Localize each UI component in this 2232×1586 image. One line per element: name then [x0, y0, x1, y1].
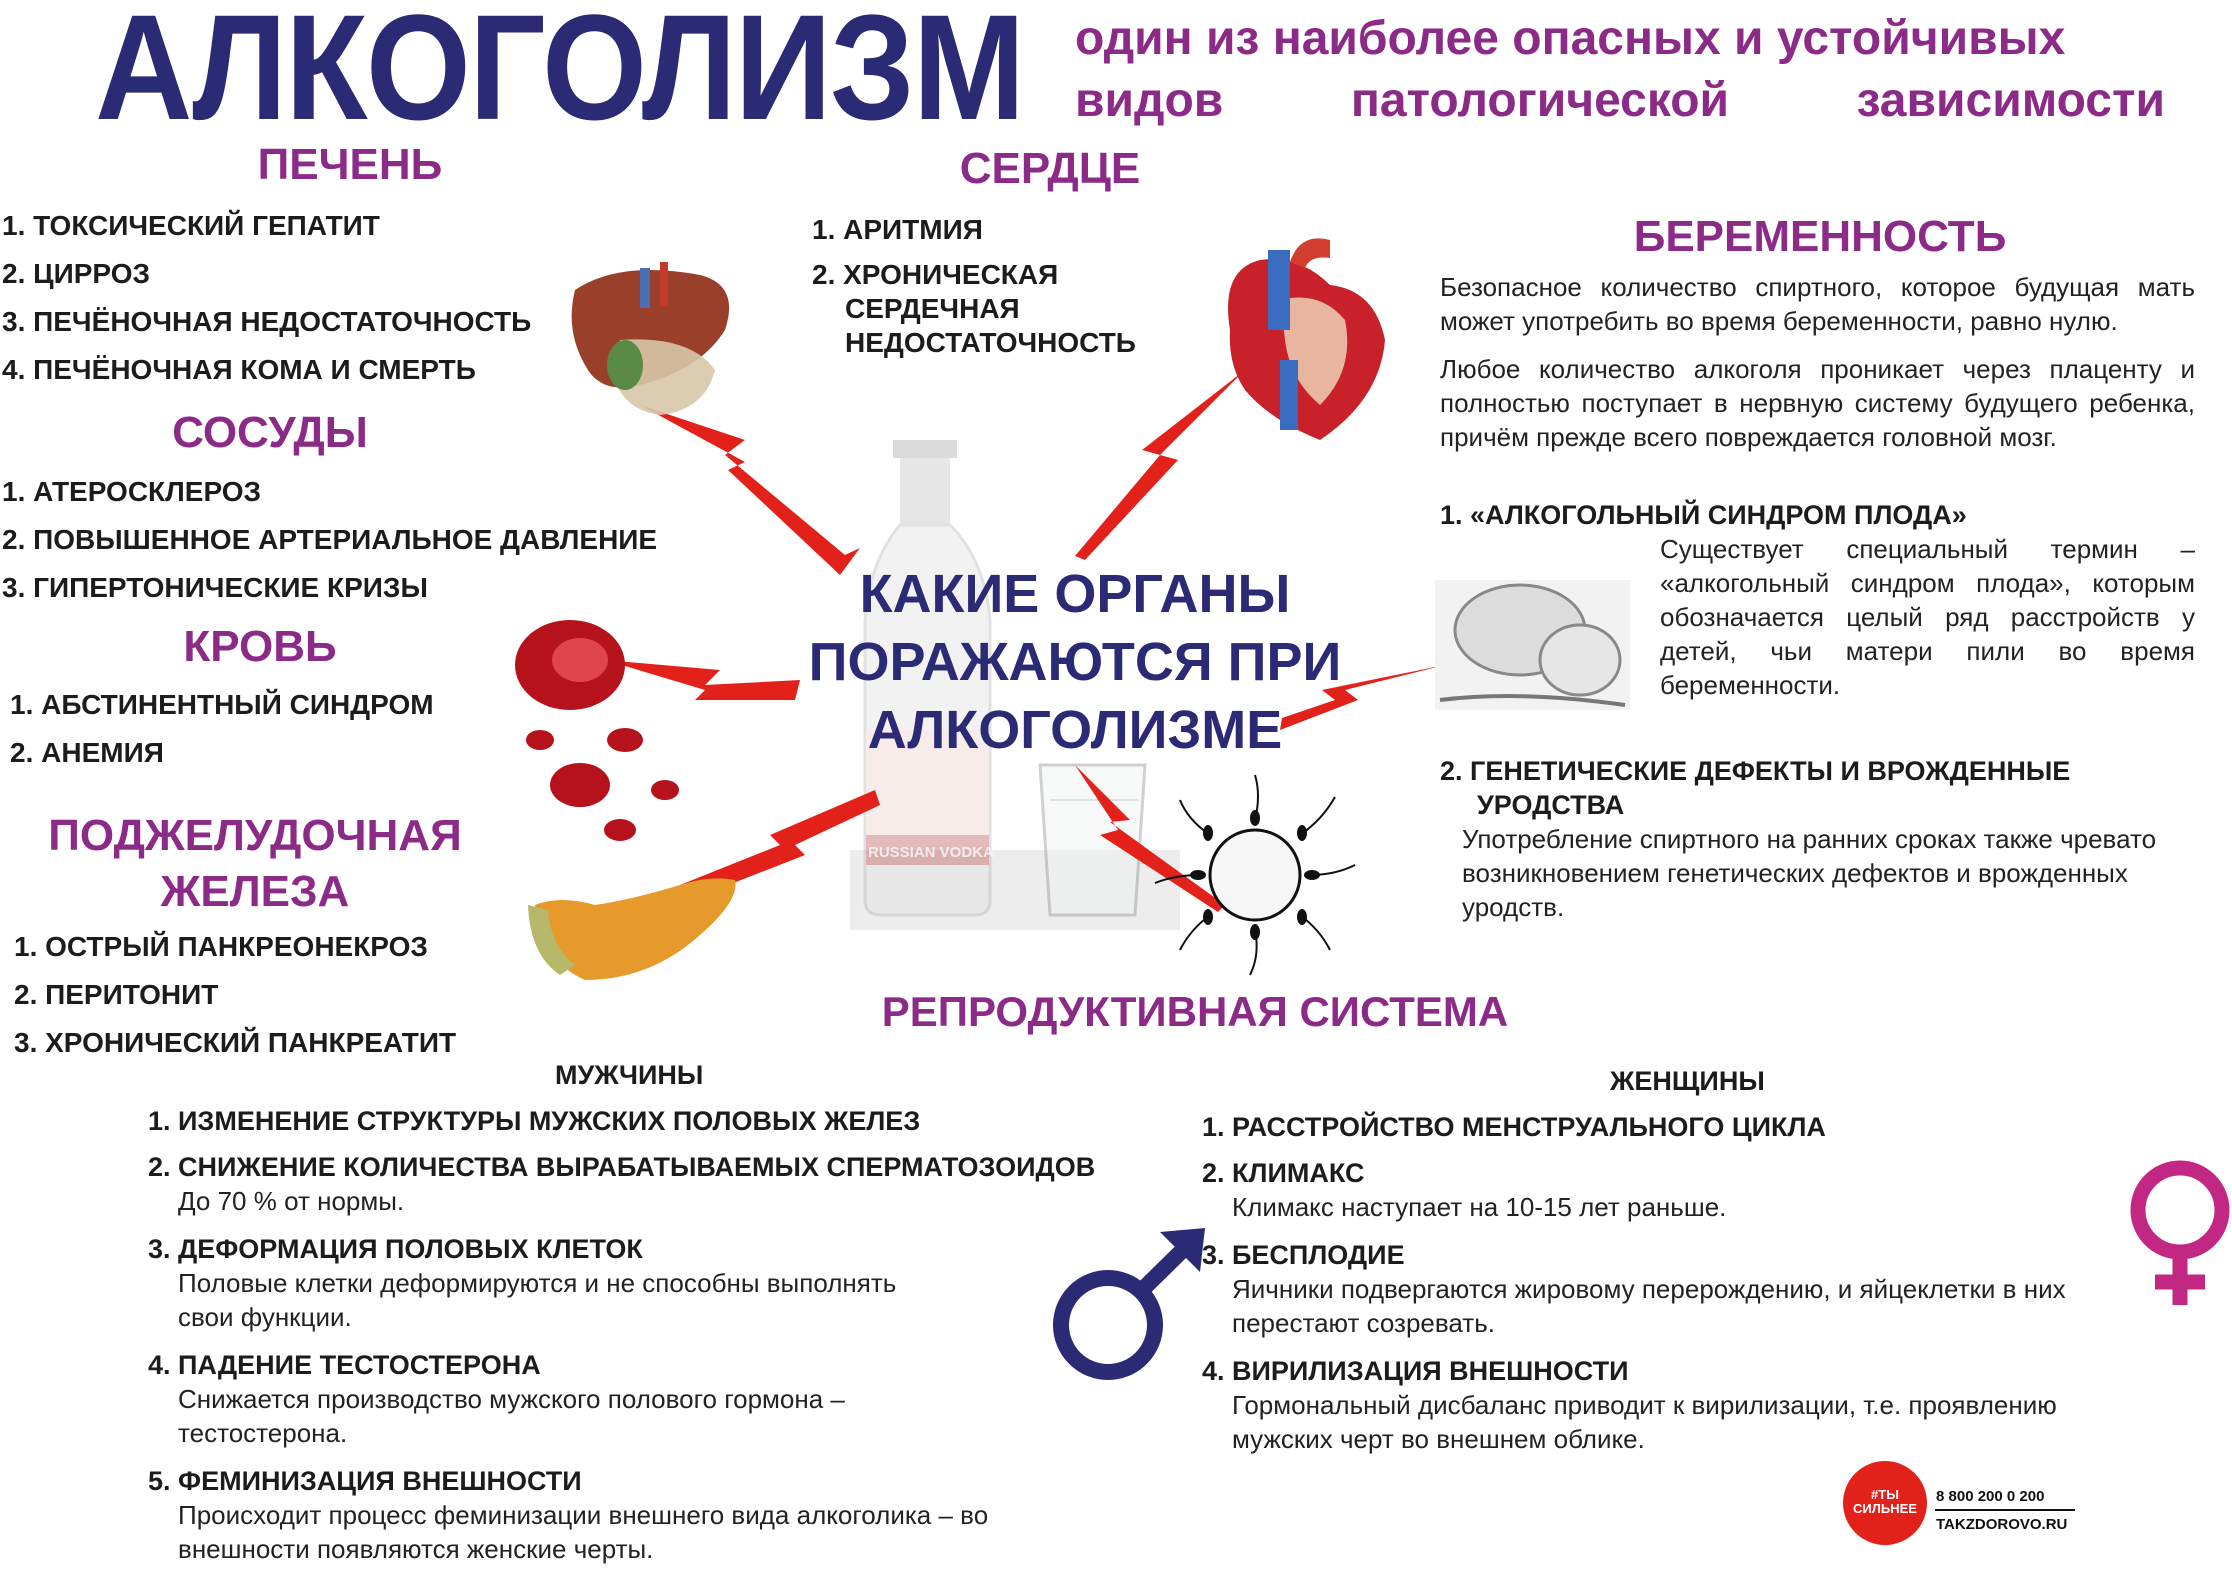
- liver-icon: [572, 262, 729, 415]
- pancreas-item-1: 1. ОСТРЫЙ ПАНКРЕОНЕКРОЗ: [14, 931, 428, 962]
- vessels-title: СОСУДЫ: [172, 408, 368, 457]
- men-item-3: [148, 1232, 1158, 1334]
- footer-site: TAKZDOROVO.RU: [1936, 1516, 2068, 1533]
- heart-list: [812, 206, 1136, 360]
- men-item-3-text: Половые клетки деформируются и не способны выполнять свои функции.: [178, 1268, 897, 1332]
- liver-item-2: 2. ЦИРРОЗ: [2, 258, 151, 289]
- main-title: АЛКОГОЛИЗМ: [95, 0, 1024, 151]
- blood-item-1: 1. АБСТИНЕНТНЫЙ СИНДРОМ: [10, 689, 434, 720]
- pregnancy-heading-1-text: Существует специальный термин – «алкогольный синдром плода», которым обозначается целый ряд расстройств у детей, чьи матери пили во время беременности.: [1660, 534, 2195, 700]
- liver-item-4: 4. ПЕЧЁНОЧНАЯ КОМА И СМЕРТЬ: [2, 354, 476, 385]
- pregnancy-heading-2-line-1: 2. ГЕНЕТИЧЕСКИЕ ДЕФЕКТЫ И ВРОЖДЕННЫЕ: [1440, 756, 2071, 786]
- center-question-line-1: КАКИЕ ОРГАНЫ: [859, 564, 1291, 624]
- heart-item-2-line-2: СЕРДЕЧНАЯ: [845, 293, 1020, 324]
- pancreas-list: [14, 923, 456, 1067]
- center-question-line-3: АЛКОГОЛИЗМЕ: [867, 700, 1283, 760]
- pregnancy-para-1: Безопасное количество спиртного, которое будущая мать может употребить во время беременности, равно нулю.: [1440, 272, 2195, 336]
- pancreas-icon: [528, 878, 736, 980]
- men-item-4-text: Снижается производство мужского полового гормона – тестостерона.: [178, 1384, 845, 1448]
- men-title: МУЖЧИНЫ: [555, 1060, 704, 1090]
- subtitle-word-1: видов: [1075, 74, 1224, 127]
- men-item-5-head: 5. ФЕМИНИЗАЦИЯ ВНЕШНОСТИ: [148, 1466, 582, 1496]
- blood-cells-icon: [515, 620, 679, 841]
- heart-item-2-line-3: НЕДОСТАТОЧНОСТЬ: [845, 327, 1136, 358]
- pancreas-item-2: 2. ПЕРИТОНИТ: [14, 979, 219, 1010]
- pregnancy-title: БЕРЕМЕННОСТЬ: [1633, 212, 2007, 261]
- vessels-list: [2, 468, 657, 612]
- blood-list: [10, 681, 434, 777]
- heart-item-2-line-1: 2. ХРОНИЧЕСКАЯ: [812, 259, 1059, 290]
- pancreas-title: [20, 808, 490, 920]
- liver-list: [2, 202, 531, 394]
- men-item-5: [148, 1464, 1158, 1566]
- liver-title: ПЕЧЕНЬ: [257, 140, 443, 189]
- vessels-item-1: 1. АТЕРОСКЛЕРОЗ: [2, 476, 262, 507]
- women-list: [1202, 1110, 2142, 1456]
- bolt-heart: [1075, 370, 1245, 560]
- subtitle-word-3: зависимости: [1856, 74, 2165, 127]
- fetus-icon: [1435, 580, 1630, 710]
- pregnancy-para-2: Любое количество алкоголя проникает через плаценту и полностью поступает в нервную систему будущего ребенка, причём прежде всего повреждается головной мозг.: [1440, 354, 2195, 452]
- women-item-2-head: 2. КЛИМАКС: [1202, 1158, 1365, 1188]
- pancreas-item-3: 3. ХРОНИЧЕСКИЙ ПАНКРЕАТИТ: [14, 1027, 457, 1058]
- pregnancy-heading-2-text: Употребление спиртного на ранних сроках также чревато возникновением генетических дефектов и врожденных уродств.: [1462, 824, 2157, 922]
- women-item-2: [1202, 1156, 2142, 1224]
- subtitle-word-2: патологической: [1350, 74, 1730, 127]
- pregnancy-heading-2: [1440, 754, 2070, 822]
- men-item-2-head: 2. СНИЖЕНИЕ КОЛИЧЕСТВА ВЫРАБАТЫВАЕМЫХ СПЕРМАТОЗОИДОВ: [148, 1152, 1096, 1182]
- vessels-item-3: 3. ГИПЕРТОНИЧЕСКИЕ КРИЗЫ: [2, 572, 428, 603]
- men-item-4: [148, 1348, 1158, 1450]
- liver-item-1: 1. ТОКСИЧЕСКИЙ ГЕПАТИТ: [2, 210, 380, 241]
- egg-sperm-icon: [1155, 775, 1355, 975]
- women-item-4-head: 4. ВИРИЛИЗАЦИЯ ВНЕШНОСТИ: [1202, 1356, 1629, 1386]
- men-list: [148, 1104, 1158, 1566]
- women-item-3-text: Яичники подвергаются жировому перерождению, и яйцеклетки в них перестают созревать.: [1232, 1274, 2066, 1338]
- pancreas-title-line-2: ЖЕЛЕЗА: [160, 867, 350, 916]
- women-item-3-head: 3. БЕСПЛОДИЕ: [1202, 1240, 1405, 1270]
- women-item-1: [1202, 1110, 2142, 1144]
- footer-phone: 8 800 200 0 200: [1936, 1488, 2045, 1505]
- reproductive-title: РЕПРОДУКТИВНАЯ СИСТЕМА: [881, 988, 1509, 1035]
- men-item-5-text: Происходит процесс феминизации внешнего вида алкоголика – во внешности появляются женские черты.: [178, 1500, 989, 1564]
- women-item-1-head: 1. РАССТРОЙСТВО МЕНСТРУАЛЬНОГО ЦИКЛА: [1202, 1112, 1826, 1142]
- men-item-2: [148, 1150, 1158, 1218]
- men-item-1: [148, 1104, 1158, 1138]
- heart-icon: [1228, 238, 1385, 440]
- women-title: ЖЕНЩИНЫ: [1610, 1066, 1765, 1096]
- women-item-4-text: Гормональный дисбаланс приводит к вирилизации, т.е. проявлению мужских черт во внешнем облике.: [1232, 1390, 2057, 1454]
- men-item-1-head: 1. ИЗМЕНЕНИЕ СТРУКТУРЫ МУЖСКИХ ПОЛОВЫХ ЖЕЛЕЗ: [148, 1106, 921, 1136]
- pregnancy-heading-2-line-2: УРОДСТВА: [1477, 790, 1625, 820]
- subtitle-line-1: один из наиболее опасных и устойчивых: [1075, 12, 2066, 65]
- liver-item-3: 3. ПЕЧЁНОЧНАЯ НЕДОСТАТОЧНОСТЬ: [2, 306, 532, 337]
- footer-badge-text: #ТЫ СИЛЬНЕЕ: [1853, 1487, 1917, 1516]
- center-question: [760, 560, 1390, 764]
- vessels-item-2: 2. ПОВЫШЕННОЕ АРТЕРИАЛЬНОЕ ДАВЛЕНИЕ: [2, 524, 658, 555]
- female-symbol-icon: [2138, 1168, 2222, 1305]
- blood-title: КРОВЬ: [183, 622, 337, 671]
- women-item-3: [1202, 1238, 2142, 1340]
- bottle-label: RUSSIAN VODKA: [868, 844, 994, 861]
- pancreas-title-line-1: ПОДЖЕЛУДОЧНАЯ: [48, 811, 462, 860]
- pregnancy-heading-1: 1. «АЛКОГОЛЬНЫЙ СИНДРОМ ПЛОДА»: [1440, 500, 1967, 530]
- men-item-3-head: 3. ДЕФОРМАЦИЯ ПОЛОВЫХ КЛЕТОК: [148, 1234, 643, 1264]
- men-item-4-head: 4. ПАДЕНИЕ ТЕСТОСТЕРОНА: [148, 1350, 541, 1380]
- heart-item-1: 1. АРИТМИЯ: [812, 214, 983, 245]
- heart-item-2: [812, 258, 1136, 360]
- center-question-line-2: ПОРАЖАЮТСЯ ПРИ: [808, 632, 1342, 692]
- women-item-2-text: Климакс наступает на 10-15 лет раньше.: [1232, 1192, 1727, 1222]
- men-item-2-text: До 70 % от нормы.: [178, 1186, 405, 1216]
- heart-title: СЕРДЦЕ: [959, 144, 1141, 193]
- women-item-4: [1202, 1354, 2142, 1456]
- blood-item-2: 2. АНЕМИЯ: [10, 737, 164, 768]
- bolt-liver: [640, 405, 860, 575]
